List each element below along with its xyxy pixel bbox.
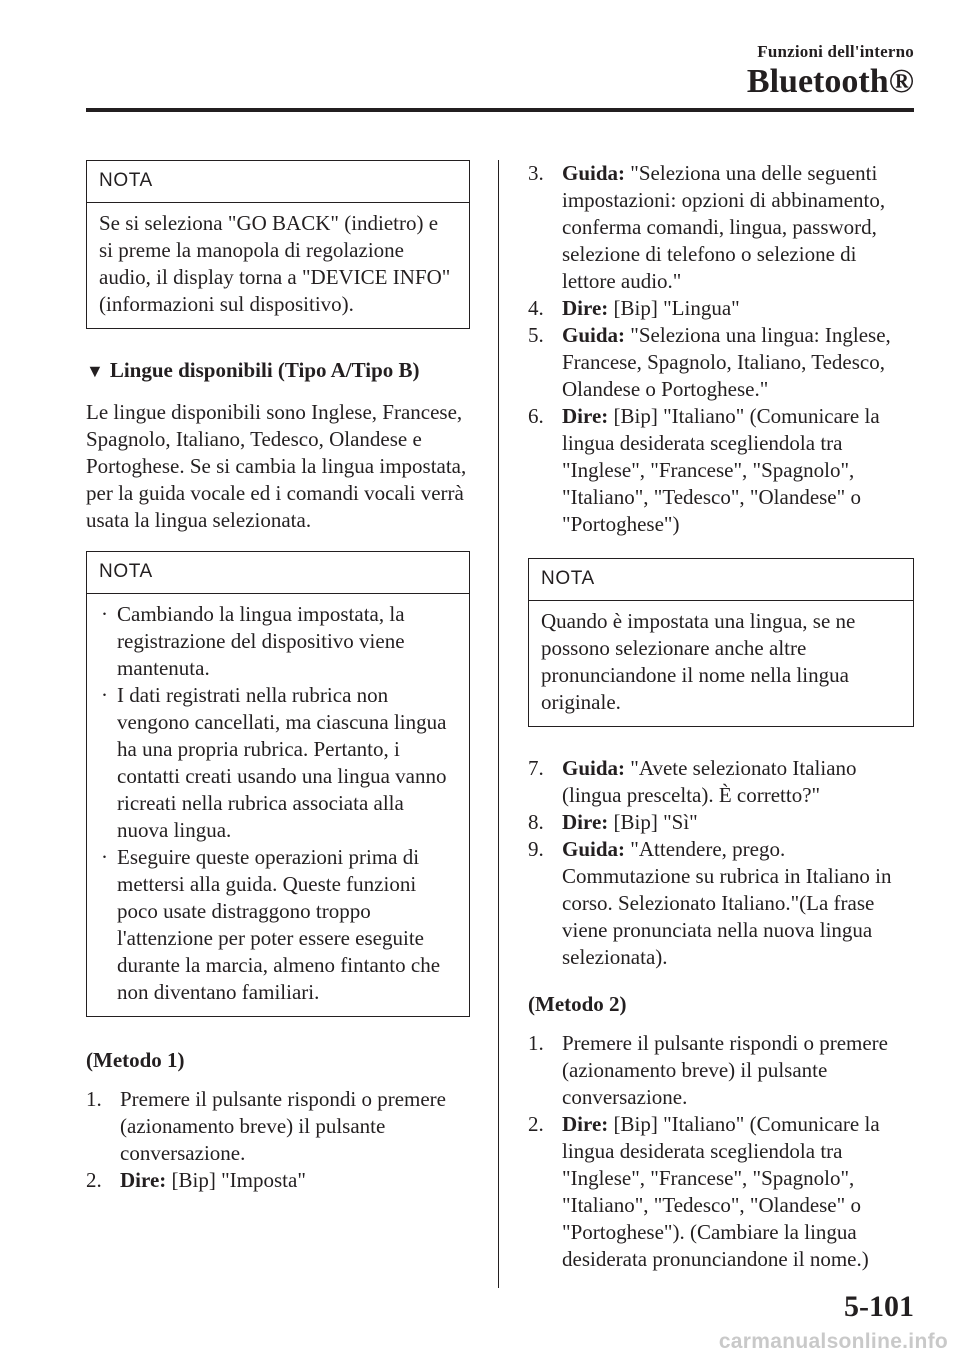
nota-text: Se si seleziona "GO BACK" (indietro) e si preme la manopola di regolazione audio, il display torna a "DEVICE INFO" (informazioni sul dispositivo).	[99, 211, 451, 316]
step-text: "Avete selezionato Italiano (lingua prescelta). È corretto?"	[562, 756, 857, 807]
step-label: Guida:	[562, 161, 626, 185]
step-item	[528, 809, 914, 836]
method-1-steps-final	[528, 755, 914, 971]
step-text: [Bip] "Imposta"	[166, 1168, 306, 1192]
step-text: [Bip] "Lingua"	[608, 296, 740, 320]
list-item-text: Eseguire queste operazioni prima di mettersi alla guida. Queste funzioni poco usate distraggono troppo l'attenzione per poter essere eseguite durante la marcia, almeno fintanto che non diventano familiari.	[117, 845, 441, 1004]
step-number: 9.	[528, 837, 544, 861]
step-number: 3.	[528, 161, 544, 185]
step-number: 1.	[528, 1031, 544, 1055]
nota-bullet-list	[99, 601, 457, 1006]
list-item	[99, 844, 457, 1006]
list-item-text: Cambiando la lingua impostata, la registrazione del dispositivo viene mantenuta.	[117, 602, 405, 680]
header-section-label: Funzioni dell'interno	[757, 42, 914, 61]
step-number: 6.	[528, 404, 544, 428]
list-item-text: I dati registrati nella rubrica non vengono cancellati, ma ciascuna lingua ha una propria rubrica. Pertanto, i contatti creati usando una lingua vanno ricreati nella rubrica associata alla nuova lingua.	[117, 683, 447, 842]
step-label: Dire:	[562, 810, 609, 834]
step-item	[528, 160, 914, 295]
nota-box-go-back	[86, 160, 470, 329]
bullet-icon: ·	[101, 845, 108, 869]
nota-box-languages	[86, 551, 470, 1017]
step-text: "Attendere, prego. Commutazione su rubrica in Italiano in corso. Selezionato Italiano."(La frase viene pronunciata nella nuova lingua selezionata).	[562, 837, 892, 969]
step-text: [Bip] "Sì"	[608, 810, 698, 834]
step-number: 5.	[528, 323, 544, 347]
section-heading	[86, 357, 470, 385]
step-number: 4.	[528, 296, 544, 320]
nota-text: Quando è impostata una lingua, se ne possono selezionare anche altre pronunciandone il nome nella lingua originale.	[541, 609, 856, 714]
nota-title: NOTA	[529, 559, 913, 601]
nota-box-other-languages	[528, 558, 914, 727]
step-item	[528, 836, 914, 971]
step-number: 8.	[528, 810, 544, 834]
step-label: Guida:	[562, 323, 626, 347]
step-label: Dire:	[120, 1168, 167, 1192]
step-label: Guida:	[562, 837, 626, 861]
bullet-icon: ·	[101, 602, 108, 626]
step-text: Premere il pulsante rispondi o premere (azionamento breve) il pulsante conversazione.	[562, 1031, 888, 1109]
header-title: Bluetooth®	[746, 63, 914, 100]
watermark-text: carmanualsonline.info	[718, 1330, 948, 1353]
triangle-down-icon: ▼	[86, 361, 104, 381]
step-item	[86, 1167, 470, 1194]
list-item	[99, 682, 457, 844]
step-item	[528, 403, 914, 538]
bullet-icon: ·	[101, 683, 108, 707]
step-item	[528, 1030, 914, 1111]
languages-paragraph: Le lingue disponibili sono Inglese, Francese, Spagnolo, Italiano, Tedesco, Olandese e Portoghese. Se si cambia la lingua impostata, per la guida vocale ed i comandi vocali verrà usata la lingua selezionata.	[86, 400, 467, 532]
step-text: "Seleziona una lingua: Inglese, Francese, Spagnolo, Italiano, Tedesco, Olandese o Portoghese."	[562, 323, 891, 401]
step-item	[528, 755, 914, 809]
right-column	[528, 160, 914, 1293]
step-number: 2.	[528, 1112, 544, 1136]
method-2-steps	[528, 1030, 914, 1273]
method-2-heading: (Metodo 2)	[528, 992, 627, 1016]
step-text: "Seleziona una delle seguenti impostazioni: opzioni di abbinamento, conferma comandi, lingua, password, selezione di telefono o selezione di lettore audio."	[562, 161, 886, 293]
column-divider	[498, 160, 499, 1288]
step-label: Dire:	[562, 1112, 609, 1136]
step-label: Guida:	[562, 756, 626, 780]
section-heading-text: Lingue disponibili (Tipo A/Tipo B)	[109, 358, 420, 382]
step-label: Dire:	[562, 296, 609, 320]
step-text: Premere il pulsante rispondi o premere (azionamento breve) il pulsante conversazione.	[120, 1087, 446, 1165]
step-number: 7.	[528, 756, 544, 780]
step-number: 2.	[86, 1168, 102, 1192]
header-rule	[86, 108, 914, 112]
method-1-steps	[86, 1086, 470, 1194]
method-1-steps-continued	[528, 160, 914, 538]
step-item	[528, 1111, 914, 1273]
nota-title: NOTA	[87, 552, 469, 594]
step-item	[86, 1086, 470, 1167]
nota-title: NOTA	[87, 161, 469, 203]
step-item	[528, 295, 914, 322]
step-number: 1.	[86, 1087, 102, 1111]
page-number: 5-101	[844, 1290, 914, 1323]
step-item	[528, 322, 914, 403]
left-column	[86, 160, 470, 1214]
list-item	[99, 601, 457, 682]
step-label: Dire:	[562, 404, 609, 428]
step-text: [Bip] "Italiano" (Comunicare la lingua desiderata scegliendola tra "Inglese", "Francese", "Spagnolo", "Italiano", "Tedesco", "Olandese" o "Portoghese")	[562, 404, 880, 536]
method-1-heading: (Metodo 1)	[86, 1048, 185, 1072]
step-text: [Bip] "Italiano" (Comunicare la lingua desiderata scegliendola tra "Inglese", "Francese", "Spagnolo", "Italiano", "Tedesco", "Olandese" o "Portoghese"). (Cambiare la lingua desiderata pronunciandone il nome.)	[562, 1112, 880, 1271]
